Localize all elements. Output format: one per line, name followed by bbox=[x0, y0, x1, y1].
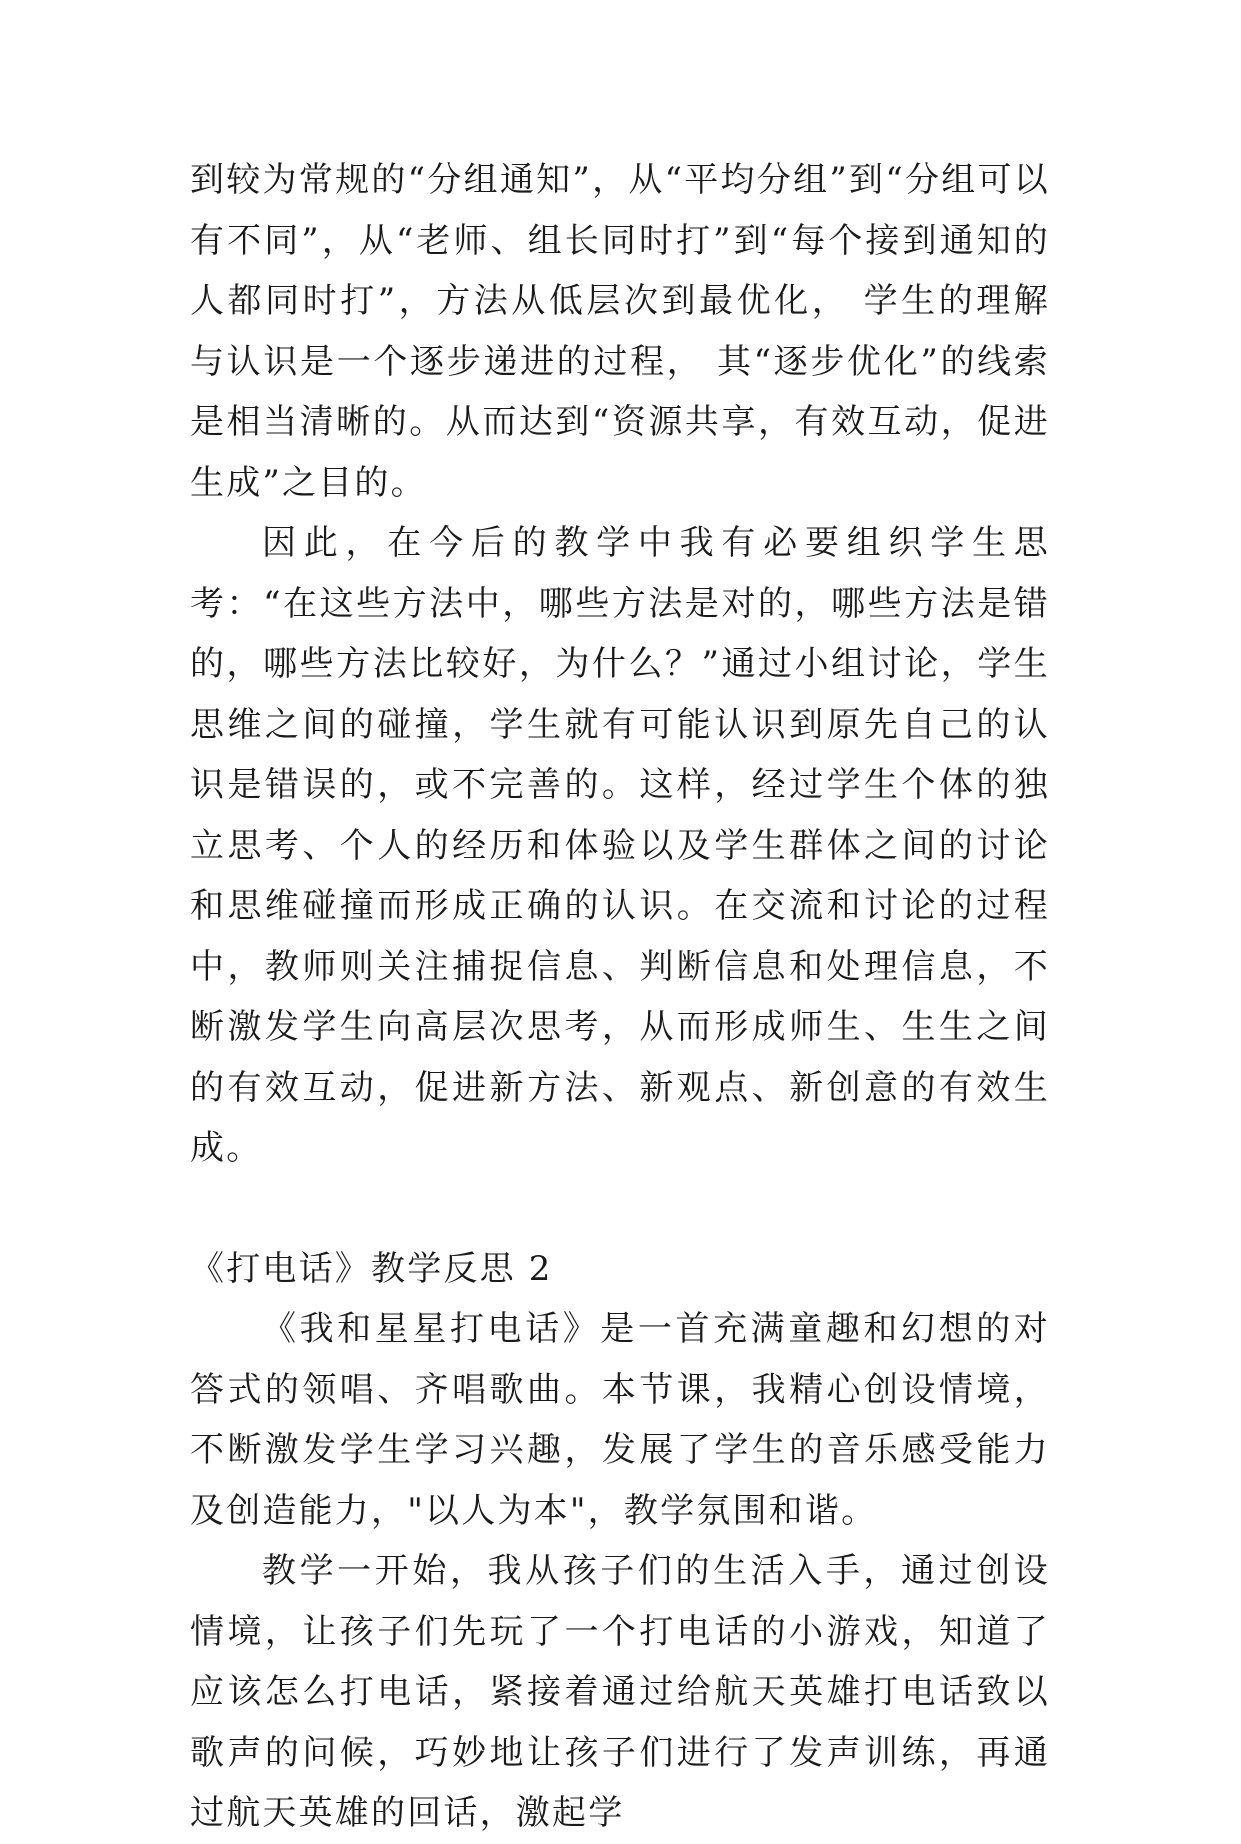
paragraph-3: 《我和星星打电话》是一首充满童趣和幻想的对答式的领唱、齐唱歌曲。本节课，我精心创设情境，不断激发学生学习兴趣，发展了学生的音乐感受能力及创造能力，"以人为本"，教学氛围和谐。 bbox=[190, 1309, 1050, 1531]
paragraph-2: 因此，在今后的教学中我有必要组织学生思考：“在这些方法中，哪些方法是对的，哪些方法是错的，哪些方法比较好，为什么？”通过小组讨论，学生思维之间的碰撞，学生就有可能认识到原先自己的认识是错误的，或不完善的。这样，经过学生个体的独立思考、个人的经历和体验以及学生群体之间的讨论和思维碰撞而形成正确的认识。在交流和讨论的过程中，教师则关注捕捉信息、判断信息和处理信息，不断激发学生向高层次思考，从而形成师生、生生之间的有效互动，促进新方法、新观点、新创意的有效生成。 bbox=[190, 523, 1050, 1168]
paragraph-1: 到较为常规的“分组通知”，从“平均分组”到“分组可以有不同”，从“老师、组长同时打”到“每个接到通知的人都同时打”，方法从低层次到最优化， 学生的理解与认识是一个逐步递进的过程， 其“逐步优化”的线索是相当清晰的。从而达到“资源共享，有效互动，促进生成”之目的。 bbox=[190, 160, 1050, 503]
section-heading: 《打电话》教学反思 2 bbox=[190, 1248, 553, 1289]
document-body bbox=[190, 150, 1050, 1844]
paragraph-4: 教学一开始，我从孩子们的生活入手，通过创设情境，让孩子们先玩了一个打电话的小游戏，知道了应该怎么打电话，紧接着通过给航天英雄打电话致以歌声的问候，巧妙地让孩子们进行了发声训练，再通过航天英雄的回话，激起学 bbox=[190, 1551, 1050, 1833]
